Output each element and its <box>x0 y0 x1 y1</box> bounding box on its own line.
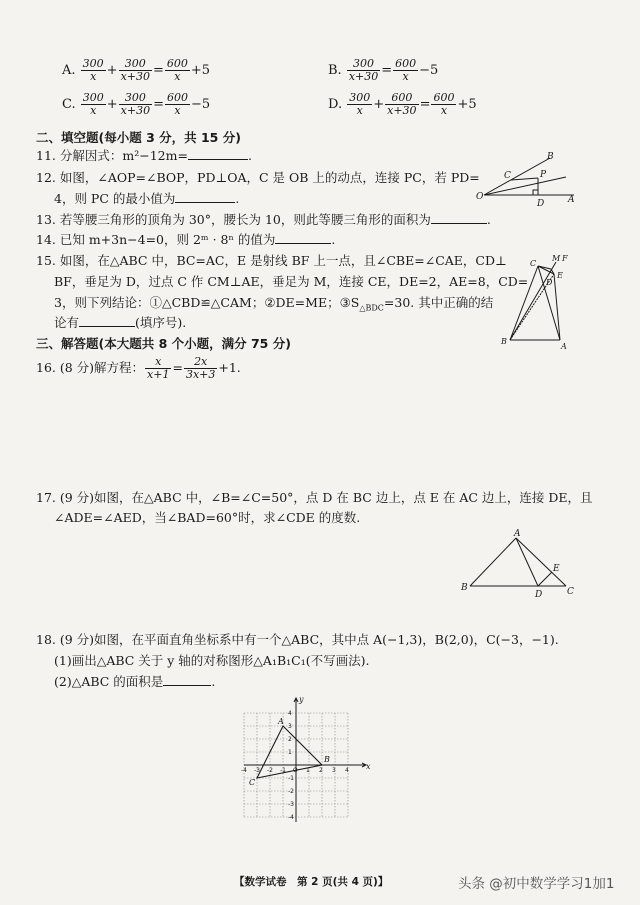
x-tick-label: 3 <box>332 767 336 774</box>
fig15-label-d: D <box>546 278 553 287</box>
x-tick-label: 4 <box>345 767 349 774</box>
option-c: C. $\frac{300}{x}$ + $\frac{300}{x+30}$ = $\frac{600}{x}$ −5 <box>62 91 211 117</box>
fig15-label-f: F <box>562 254 568 263</box>
x-tick-label: 1 <box>306 767 310 774</box>
y-tick-label: 2 <box>288 736 292 743</box>
question-18-line1: 18. (9 分)如图，在平面直角坐标系中有一个△ABC，其中点 A(−1,3)，B(2,0)，C(−3，−1). <box>36 632 559 647</box>
fig12-label-b: B <box>547 152 554 162</box>
fig12-label-a: A <box>568 195 575 205</box>
fig15-label-e: E <box>557 271 563 280</box>
y-tick-label: -2 <box>288 788 294 795</box>
fig15-label-c: C <box>530 259 537 268</box>
section-solve-title: 三、解答题(本大题共 8 个小题，满分 75 分) <box>36 336 291 351</box>
fig17-label-a: A <box>514 529 521 539</box>
question-16: 16. (8 分)解方程： $\frac{x}{x+1}$ = $\frac{2x}{3x+3}$ +1. <box>36 355 241 381</box>
watermark: 头条 @初中数学学习1加1 <box>458 876 615 892</box>
fig17-label-d: D <box>535 590 543 600</box>
y-tick-label: 3 <box>288 723 292 730</box>
fig18-x-axis-label: x <box>366 762 371 771</box>
option-b: B. $\frac{300}{x+30}$ = $\frac{600}{x}$ −5 <box>328 57 439 83</box>
question-15-line2: BF，垂足为 D，过点 C 作 CM⊥AE，垂足为 M，连接 CE，DE=2，AE=8，CD= <box>54 274 529 289</box>
fig17-label-e: E <box>553 564 560 574</box>
section-fill-blank-title: 二、填空题(每小题 3 分，共 15 分) <box>36 130 241 145</box>
fig18-label-c: C <box>249 778 256 787</box>
question-17-line1: 17. (9 分)如图，在△ABC 中，∠B=∠C=50°，点 D 在 BC 边上，点 E 在 AC 边上，连接 DE，且 <box>36 490 593 505</box>
x-tick-label: -1 <box>280 767 286 774</box>
x-tick-label: -3 <box>254 767 260 774</box>
question-11: 11. 分解因式：m²−12m= . <box>36 148 252 163</box>
x-tick-label: -4 <box>241 767 247 774</box>
figure-17 <box>458 526 582 602</box>
y-tick-label: -1 <box>288 775 294 782</box>
fig17-label-c: C <box>567 587 574 597</box>
fig15-label-a: A <box>561 342 567 351</box>
fig18-label-b: B <box>324 755 330 764</box>
fig12-label-p: P <box>540 170 547 180</box>
y-tick-label: -3 <box>288 801 294 808</box>
fig18-y-axis-label: y <box>299 695 304 704</box>
y-tick-label: -4 <box>288 814 294 821</box>
y-tick-label: 4 <box>288 710 292 717</box>
x-tick-label: -2 <box>267 767 273 774</box>
question-18-line2: (1)画出△ABC 关于 y 轴的对称图形△A₁B₁C₁(不写画法). <box>54 653 370 668</box>
fig17-label-b: B <box>461 583 468 593</box>
fig18-label-a: A <box>278 717 284 726</box>
question-15-line3: 3，则下列结论：①△CBD≌△CAM；②DE=ME；$③S_{\triangle BDC}=30$. 其中正确的结 <box>54 295 494 313</box>
figure-18-grid <box>238 694 372 830</box>
question-12-line1: 12. 如图，∠AOP=∠BOP，PD⊥OA，C 是 OB 上的动点，连接 PC，若 PD= <box>36 170 480 185</box>
fig12-label-c: C <box>504 171 511 181</box>
option-d: D. $\frac{300}{x}$ + $\frac{600}{x+30}$ = $\frac{600}{x}$ +5 <box>328 91 477 117</box>
fig12-label-d: D <box>537 199 545 208</box>
question-12-line2: 4，则 PC 的最小值为 . <box>54 191 240 206</box>
question-15-line4: 论有 (填序号). <box>54 315 187 330</box>
fig15-label-m: M <box>552 254 561 263</box>
fig15-label-b: B <box>501 337 507 346</box>
page-footer: 【数学试卷 第 2 页(共 4 页)】 <box>234 876 389 888</box>
question-14: 14. 已知 m+3n−4=0，则 2ᵐ · 8ⁿ 的值为 . <box>36 232 336 247</box>
option-a: A. $\frac{300}{x}$ + $\frac{300}{x+30}$ = $\frac{600}{x}$ +5 <box>62 57 211 83</box>
question-13: 13. 若等腰三角形的顶角为 30°，腰长为 10，则此等腰三角形的面积为 . <box>36 212 491 227</box>
figure-12 <box>474 150 586 208</box>
question-18-line3: (2)△ABC 的面积是 . <box>54 674 216 689</box>
x-tick-label: 2 <box>319 767 323 774</box>
figure-15 <box>498 252 578 352</box>
y-tick-label: 1 <box>288 749 292 756</box>
question-15-line1: 15. 如图，在△ABC 中，BC=AC，E 是射线 BF 上一点，且∠CBE=∠CAE，CD⊥ <box>36 253 507 268</box>
question-17-line2: ∠ADE=∠AED，当∠BAD=60°时，求∠CDE 的度数. <box>54 510 361 525</box>
fig12-label-o: O <box>476 192 484 202</box>
x-tick-label: O <box>293 767 298 774</box>
